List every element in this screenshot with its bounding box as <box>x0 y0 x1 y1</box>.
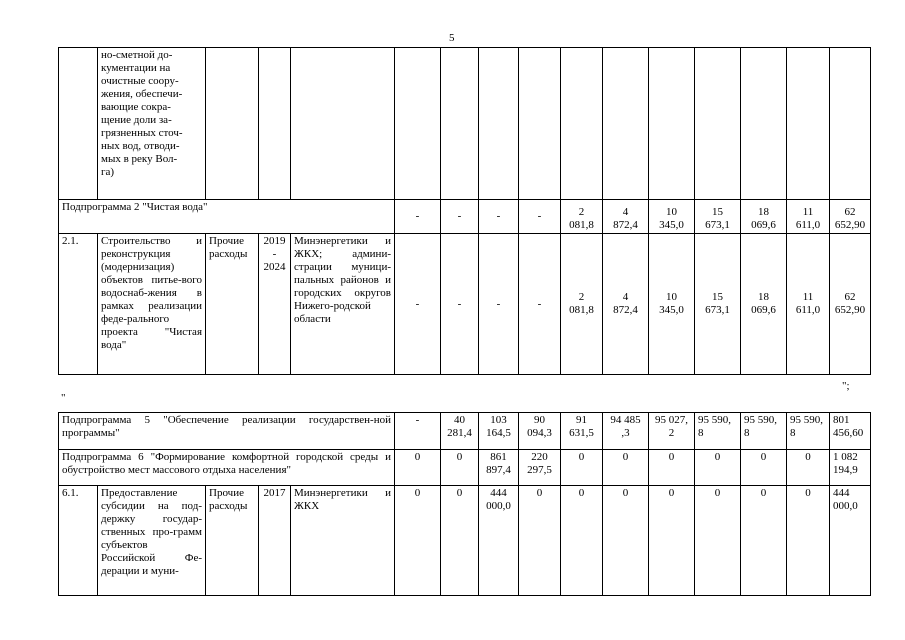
value-cell: 95 027, 2 <box>649 413 695 450</box>
subprogram6-label: Подпрограмма 6 "Формирование комфортной городской среды и обустройство мест массового отдыха населения" <box>59 450 395 486</box>
value-cell: 18 069,6 <box>741 234 787 375</box>
value-cell: 2 081,8 <box>561 234 603 375</box>
value-cell: 4 872,4 <box>603 200 649 234</box>
value-cell: 2 081,8 <box>561 200 603 234</box>
row-number: 6.1. <box>59 486 98 596</box>
value-cell: - <box>395 413 441 450</box>
subprogram5-label: Подпрограмма 5 "Обеспечение реализации государствен-ной программы" <box>59 413 395 450</box>
value-cell: 11 611,0 <box>787 234 830 375</box>
value-cell: 0 <box>395 486 441 596</box>
value-cell: 103 164,5 <box>479 413 519 450</box>
funding-source: Прочие расходы <box>206 234 259 375</box>
value-cell: 94 485 ,3 <box>603 413 649 450</box>
value-cell: 0 <box>741 450 787 486</box>
value-cell: - <box>479 234 519 375</box>
executor: Минэнергетики и ЖКХ <box>291 486 395 596</box>
value-cell: - <box>441 234 479 375</box>
table-row-subprogram6 <box>59 450 871 486</box>
value-cell: 11 611,0 <box>787 200 830 234</box>
value-cell: 0 <box>741 486 787 596</box>
measure-name: Предоставление субсидии на под-держку государ-ственных про-грамм субъектов Российской Фе-дерации и муни- <box>98 486 206 596</box>
table-row-6-1 <box>59 486 871 596</box>
value-cell: 0 <box>561 486 603 596</box>
value-cell: - <box>519 234 561 375</box>
value-cell: 10 345,0 <box>649 234 695 375</box>
table-row-subprogram2 <box>59 200 871 234</box>
value-cell: 1 082 194,9 <box>830 450 871 486</box>
value-cell: 444 000,0 <box>830 486 871 596</box>
value-cell: 801 456,60 <box>830 413 871 450</box>
opening-quote-mark: " <box>61 392 66 404</box>
measure-name: Строительство и реконструкция (модернизация) объектов питье-вого водоснаб-жения в рамках реализации феде-рального проекта "Чистая вода" <box>98 234 206 375</box>
value-cell: 62 652,90 <box>830 200 871 234</box>
value-cell: 0 <box>649 486 695 596</box>
value-cell: 91 631,5 <box>561 413 603 450</box>
value-cell: 0 <box>603 486 649 596</box>
value-cell: 444 000,0 <box>479 486 519 596</box>
value-cell: 18 069,6 <box>741 200 787 234</box>
value-cell: 0 <box>441 486 479 596</box>
value-cell: 10 345,0 <box>649 200 695 234</box>
value-cell: - <box>519 200 561 234</box>
budget-table-bottom <box>58 412 871 596</box>
value-cell: 0 <box>787 486 830 596</box>
value-cell: 4 872,4 <box>603 234 649 375</box>
closing-quote-mark: "; <box>842 380 850 392</box>
value-cell: 220 297,5 <box>519 450 561 486</box>
value-cell: 0 <box>695 486 741 596</box>
table-row-2-1 <box>59 234 871 375</box>
value-cell: 95 590, 8 <box>741 413 787 450</box>
period: 2017 <box>259 486 291 596</box>
value-cell: - <box>395 200 441 234</box>
value-cell: 0 <box>649 450 695 486</box>
value-cell: 861 897,4 <box>479 450 519 486</box>
value-cell: 15 673,1 <box>695 234 741 375</box>
value-cell: 0 <box>695 450 741 486</box>
subprogram2-label: Подпрограмма 2 "Чистая вода" <box>59 200 395 234</box>
value-cell: 95 590, 8 <box>787 413 830 450</box>
value-cell: 15 673,1 <box>695 200 741 234</box>
value-cell: 0 <box>395 450 441 486</box>
value-cell: 90 094,3 <box>519 413 561 450</box>
page-number: 5 <box>449 32 455 44</box>
row-number: 2.1. <box>59 234 98 375</box>
value-cell: 0 <box>441 450 479 486</box>
value-cell: 0 <box>603 450 649 486</box>
table-row-subprogram5 <box>59 413 871 450</box>
value-cell: 95 590, 8 <box>695 413 741 450</box>
value-cell: 40 281,4 <box>441 413 479 450</box>
value-cell: - <box>479 200 519 234</box>
table-row-continuation <box>59 48 871 200</box>
budget-table-top <box>58 47 871 375</box>
value-cell: 0 <box>787 450 830 486</box>
funding-source: Прочие расходы <box>206 486 259 596</box>
value-cell: - <box>441 200 479 234</box>
value-cell: 0 <box>519 486 561 596</box>
period: 2019 - 2024 <box>259 234 291 375</box>
value-cell: 62 652,90 <box>830 234 871 375</box>
executor: Минэнергетики и ЖКХ; админи-страции муници-пальных районов и городских округов Нижего-родской области <box>291 234 395 375</box>
continuation-text: но-сметной до- кументации на очистные соору- жения, обеспечи- вающие сокра- щение доли за- грязненных сточ- ных вод, отводи- мых в реку Вол- га) <box>98 48 206 200</box>
value-cell: 0 <box>561 450 603 486</box>
value-cell: - <box>395 234 441 375</box>
